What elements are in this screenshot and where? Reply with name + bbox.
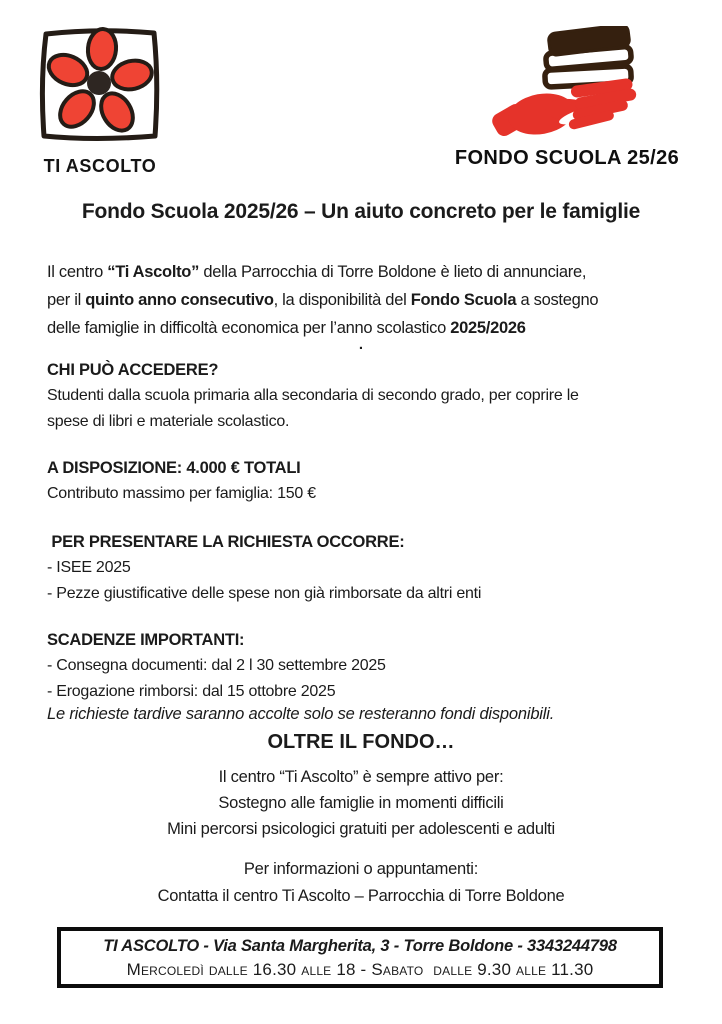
- text-line: Il centro “Ti Ascolto” della Parrocchia di Torre Boldone è lieto di annunciare,: [47, 263, 587, 281]
- section-a-disposizione: [47, 455, 316, 507]
- text-line: delle famiglie in difficoltà economica per l’anno scolastico 2025/2026: [47, 319, 526, 337]
- section-body: [47, 481, 316, 507]
- text-line: Contributo massimo per famiglia: 150 €: [47, 485, 316, 502]
- text-line: Per informazioni o appuntamenti:: [243, 860, 479, 878]
- section-chi-puo-accedere: [47, 357, 579, 435]
- contact-info: [0, 856, 722, 910]
- text-line: Studenti dalla scuola primaria alla secondaria di secondo grado, per coprire le: [47, 387, 579, 404]
- intro-paragraph: [47, 258, 598, 342]
- fondo-scuola-logo-label: FONDO SCUOLA 25/26: [454, 147, 680, 169]
- section-heading: SCADENZE IMPORTANTI:: [47, 631, 245, 649]
- text-line: - Erogazione rimborsi: dal 15 ottobre 2025: [47, 683, 336, 700]
- page-title: Fondo Scuola 2025/26 – Un aiuto concreto per le famiglie: [81, 200, 641, 223]
- section-richiesta: [47, 529, 481, 607]
- text-line: - ISEE 2025: [47, 559, 131, 576]
- flower-icon: [35, 25, 165, 143]
- text-line: - Pezze giustificative delle spese non già rimborsate da altri enti: [47, 585, 482, 602]
- ti-ascolto-logo-label: TI ASCOLTO: [43, 156, 157, 176]
- section-heading: PER PRESENTARE LA RICHIESTA OCCORRE:: [47, 533, 405, 551]
- books-in-hand-icon: [485, 26, 650, 140]
- section-heading: A DISPOSIZIONE: 4.000 € TOTALI: [47, 459, 301, 477]
- footer-address-box: [57, 927, 663, 988]
- stray-period: .: [358, 336, 364, 353]
- section-body: [47, 653, 386, 705]
- section-body: [47, 555, 481, 607]
- footer-address-line: TI ASCOLTO - Via Santa Margherita, 3 - Torre Boldone - 3343244798: [103, 936, 617, 955]
- text-line: Sostegno alle famiglie in momenti difficili: [218, 794, 504, 812]
- text-line: Contatta il centro Ti Ascolto – Parrocchia di Torre Boldone: [157, 887, 565, 905]
- ti-ascolto-logo: [35, 25, 165, 177]
- fondo-scuola-logo: [440, 26, 694, 170]
- text-line: spese di libri e materiale scolastico.: [47, 413, 290, 430]
- oltre-il-fondo-heading: OLTRE IL FONDO…: [267, 731, 455, 753]
- text-line: - Consegna documenti: dal 2 l 30 settembre 2025: [47, 657, 386, 674]
- section-body: [47, 383, 579, 435]
- text-line: Il centro “Ti Ascolto” è sempre attivo per:: [218, 768, 504, 786]
- footer-hours-line: Mercoledì dalle 16.30 alle 18 - Sabato dalle 9.30 alle 11.30: [126, 959, 594, 979]
- section-scadenze: [47, 627, 386, 705]
- section-heading: CHI PUÒ ACCEDERE?: [47, 361, 219, 379]
- oltre-il-fondo-body: [0, 764, 722, 842]
- late-requests-note: Le richieste tardive saranno accolte solo se resteranno fondi disponibili.: [47, 705, 555, 723]
- text-line: Mini percorsi psicologici gratuiti per adolescenti e adulti: [167, 820, 555, 838]
- text-line: per il quinto anno consecutivo, la disponibilità del Fondo Scuola a sostegno: [47, 291, 599, 309]
